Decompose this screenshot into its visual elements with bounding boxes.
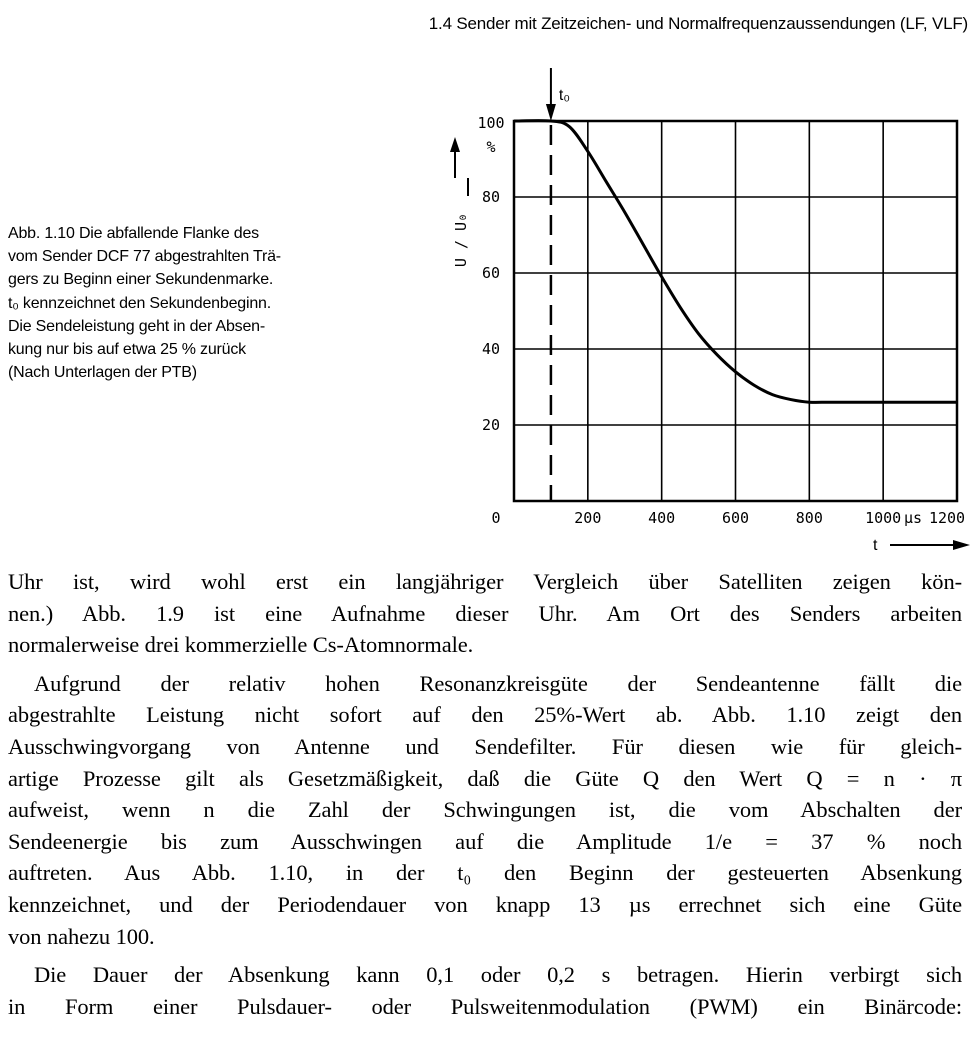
body-line: nen.) Abb. 1.9 ist eine Aufnahme dieser Uhr. Am Ort des Senders arbeiten — [8, 600, 962, 626]
x-tick-label: 1000 — [865, 509, 902, 527]
x-axis-label-group — [873, 537, 970, 554]
y-unit-label: % — [486, 138, 496, 156]
body-line: artige Prozesse gilt als Gesetzmäßigkeit, daß die Güte Q den Wert Q = n · π — [8, 765, 962, 791]
body-line: normalerweise drei kommerzielle Cs-Atomnormale. — [8, 632, 474, 658]
caption-line: t₀ kennzeichnet den Sekundenbeginn. — [8, 294, 271, 312]
y-axis-label-group — [450, 137, 470, 267]
chart-grid — [514, 121, 957, 501]
y-axis-label: U / U₀ — [452, 212, 470, 268]
caption-line: vom Sender DCF 77 abgestrahlten Trä- — [8, 248, 281, 266]
y-axis-arrow-head — [450, 137, 460, 152]
body-line: Uhr ist, wird wohl erst ein langjähriger Vergleich über Satelliten zeigen kön- — [8, 569, 962, 594]
body-line: Ausschwingvorgang von Antenne und Sendefilter. Für diesen wie für gleich- — [8, 733, 962, 759]
x-unit-label: µs — [903, 509, 923, 527]
y-tick-label: 40 — [481, 340, 501, 358]
body-line: Sendeenergie bis zum Ausschwingen auf die Amplitude 1/e = 37 % noch — [8, 828, 962, 854]
x-tick-label: 800 — [795, 509, 823, 527]
x-tick-label: 400 — [648, 509, 676, 527]
t0-label: t₀ — [558, 87, 571, 104]
running-header: 1.4 Sender mit Zeitzeichen- und Normalfrequenzaussendungen (LF, VLF) — [428, 14, 968, 33]
y-tick-label: 80 — [481, 188, 501, 206]
x-tick-label-end: 1200 — [928, 509, 966, 527]
caption-line: Abb. 1.10 Die abfallende Flanke des — [8, 225, 259, 242]
x-axis-arrow-head — [953, 540, 970, 550]
y-tick-label-top: 100 — [477, 114, 505, 132]
x-tick-label: 200 — [574, 509, 602, 527]
body-line: in Form einer Pulsdauer- oder Pulsweitenmodulation (PWM) ein Binärcode: — [8, 993, 962, 1019]
y-tick-label: 20 — [481, 416, 501, 434]
caption-line: Die Sendeleistung geht in der Absen- — [8, 317, 265, 335]
body-line: auftreten. Aus Abb. 1.10, in der t₀ den Beginn der gesteuerten Absenkung — [8, 860, 962, 886]
body-line: Die Dauer der Absenkung kann 0,1 oder 0,2 s betragen. Hierin verbirgt sich — [34, 962, 962, 988]
y-tick-labels — [477, 114, 504, 434]
x-tick-label: 600 — [721, 509, 750, 527]
caption-line: kung nur bis auf etwa 25 % zurück — [8, 341, 246, 359]
body-line: abgestrahlte Leistung nicht sofort auf den 25%-Wert ab. Abb. 1.10 zeigt den — [8, 702, 962, 728]
caption-line: gers zu Beginn einer Sekundenmarke. — [8, 271, 274, 289]
body-line: Aufgrund der relativ hohen Resonanzkreisgüte der Sendeantenne fällt die — [34, 670, 962, 696]
x-tick-labels — [491, 509, 965, 527]
t0-arrow-head — [546, 104, 556, 121]
body-line: kennzeichnet, und der Periodendauer von knapp 13 µs errechnet sich eine Güte — [8, 891, 962, 917]
y-tick-label: 60 — [481, 264, 501, 282]
body-line: von nahezu 100. — [8, 923, 155, 949]
caption-line: (Nach Unterlagen der PTB) — [8, 364, 197, 382]
body-text — [8, 566, 962, 1022]
body-line: aufweist, wenn n die Zahl der Schwingungen ist, die vom Abschalten der — [8, 797, 962, 823]
x-axis-label: t — [873, 537, 878, 554]
x-tick-label-origin: 0 — [491, 509, 501, 527]
